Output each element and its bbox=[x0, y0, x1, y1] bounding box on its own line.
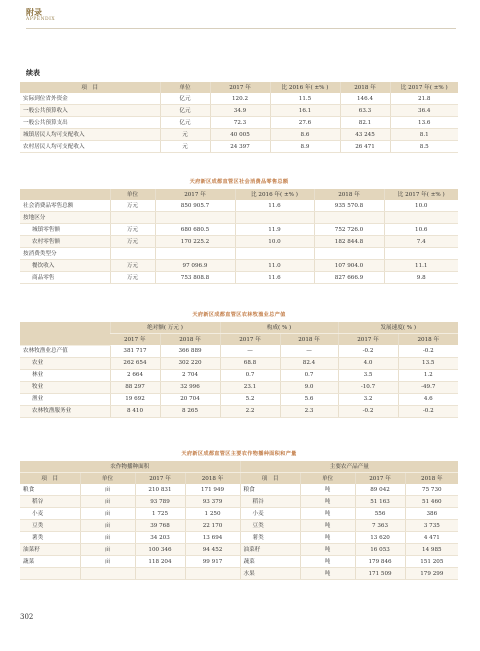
table-cell: 5.2 bbox=[220, 393, 280, 405]
table-cell: 吨 bbox=[300, 484, 355, 496]
table-cell: 14 985 bbox=[405, 544, 458, 556]
column-header: 2018 年 bbox=[398, 334, 458, 346]
column-header: 2017 年 bbox=[210, 82, 270, 93]
table-cell: 蔬菜 bbox=[20, 556, 80, 568]
page-number: 302 bbox=[20, 613, 34, 621]
table-cell: 26 471 bbox=[340, 141, 390, 153]
table-cell: 1.2 bbox=[398, 369, 458, 381]
table-cell: 按地区分 bbox=[20, 212, 110, 224]
table-cell: 10.0 bbox=[235, 236, 314, 248]
table-cell: 万元 bbox=[110, 200, 155, 212]
table-cell: 118 204 bbox=[135, 556, 185, 568]
table-cell: 32 996 bbox=[160, 381, 220, 393]
table-cell: 水果 bbox=[240, 568, 300, 580]
table-cell: 120.2 bbox=[210, 93, 270, 105]
table-cell: 万元 bbox=[110, 224, 155, 236]
table-cell: 吨 bbox=[300, 556, 355, 568]
column-header: 2017 年 bbox=[220, 334, 280, 346]
table-cell bbox=[110, 212, 155, 224]
table-cell: 吨 bbox=[300, 520, 355, 532]
table-header-row bbox=[20, 189, 458, 200]
table-cell: 34.9 bbox=[210, 105, 270, 117]
column-header: 项 目 bbox=[20, 473, 80, 485]
table-row bbox=[20, 544, 458, 556]
table-cell: 8.6 bbox=[270, 129, 340, 141]
column-header: 2018 年 bbox=[340, 82, 390, 93]
table-cell: 170 225.2 bbox=[155, 236, 235, 248]
table-cell: 262 654 bbox=[110, 357, 160, 369]
table-cell: 88 297 bbox=[110, 381, 160, 393]
table-cell: 亿元 bbox=[160, 105, 210, 117]
column-header: 2017 年 bbox=[135, 473, 185, 485]
table-cell: 牧业 bbox=[20, 381, 110, 393]
table-cell bbox=[314, 212, 384, 224]
table-cell: 27.6 bbox=[270, 117, 340, 129]
table-row bbox=[20, 93, 458, 105]
column-header: 比 2016 年( ±% ) bbox=[270, 82, 340, 93]
table-row bbox=[20, 532, 458, 544]
table-cell: 51 163 bbox=[355, 496, 405, 508]
table-cell: 0.7 bbox=[280, 369, 338, 381]
table-row bbox=[20, 272, 458, 284]
table-cell: 34 203 bbox=[135, 532, 185, 544]
table-header-row bbox=[20, 82, 458, 93]
table-cell: 粮食 bbox=[240, 484, 300, 496]
table-cell: 99 917 bbox=[185, 556, 240, 568]
table-row bbox=[20, 357, 458, 369]
table-cell bbox=[384, 212, 458, 224]
column-header: 2018 年 bbox=[185, 473, 240, 485]
column-header: 比 2017 年( ±% ) bbox=[384, 189, 458, 200]
table-cell: 3 735 bbox=[405, 520, 458, 532]
column-header: 单位 bbox=[300, 473, 355, 485]
table-cell: 万元 bbox=[110, 260, 155, 272]
table-cell: 万元 bbox=[110, 236, 155, 248]
table-cell: 75 730 bbox=[405, 484, 458, 496]
table-cell: 餐饮收入 bbox=[20, 260, 110, 272]
table-cell: 13 694 bbox=[185, 532, 240, 544]
table-cell bbox=[185, 568, 240, 580]
table-cell: — bbox=[220, 345, 280, 357]
table-cell: 实际到位省外资金 bbox=[20, 93, 160, 105]
table-cell: 按消费类型分 bbox=[20, 248, 110, 260]
page-header bbox=[26, 7, 55, 23]
table-row bbox=[20, 508, 458, 520]
table-cell: 农村零售额 bbox=[20, 236, 110, 248]
table-cell: 吨 bbox=[300, 496, 355, 508]
table-cell: 10.0 bbox=[384, 200, 458, 212]
table-cell: 2.2 bbox=[220, 405, 280, 417]
table-cell: -49.7 bbox=[398, 381, 458, 393]
table-cell bbox=[135, 568, 185, 580]
table-cell: 20 704 bbox=[160, 393, 220, 405]
table-cell: 亩 bbox=[80, 556, 135, 568]
table-row bbox=[20, 568, 458, 580]
table-cell: 93 379 bbox=[185, 496, 240, 508]
table-cell: 11.9 bbox=[235, 224, 314, 236]
table-cell bbox=[384, 248, 458, 260]
table-cell: 渔业 bbox=[20, 393, 110, 405]
table-cell: 亩 bbox=[80, 496, 135, 508]
table-cell: 豆类 bbox=[240, 520, 300, 532]
table-cell: 381 717 bbox=[110, 345, 160, 357]
table-cell: 89 042 bbox=[355, 484, 405, 496]
table-cell: 302 220 bbox=[160, 357, 220, 369]
table-cell: 146.4 bbox=[340, 93, 390, 105]
column-header: 单位 bbox=[110, 189, 155, 200]
table-cell: -0.2 bbox=[398, 345, 458, 357]
table-cell: 稻谷 bbox=[240, 496, 300, 508]
table-row bbox=[20, 212, 458, 224]
table-cell: 亩 bbox=[80, 544, 135, 556]
table-row bbox=[20, 117, 458, 129]
table-cell: 亩 bbox=[80, 484, 135, 496]
table-cell: 9.0 bbox=[280, 381, 338, 393]
table-cell: 72.3 bbox=[210, 117, 270, 129]
table-cell: 2 664 bbox=[110, 369, 160, 381]
table-cell: 1 250 bbox=[185, 508, 240, 520]
table-cell: 8.1 bbox=[390, 129, 458, 141]
table-cell: 22 170 bbox=[185, 520, 240, 532]
table-group-header-row bbox=[20, 322, 458, 334]
table-cell: 11.5 bbox=[270, 93, 340, 105]
output-group-header: 主要农产品产量 bbox=[240, 461, 458, 473]
table-cell: 5.6 bbox=[280, 393, 338, 405]
economy-table bbox=[20, 82, 458, 153]
table-cell: 24 397 bbox=[210, 141, 270, 153]
table-cell: 366 889 bbox=[160, 345, 220, 357]
table-cell: 935 570.8 bbox=[314, 200, 384, 212]
column-header: 项 目 bbox=[20, 82, 160, 93]
table-cell: 36.4 bbox=[390, 105, 458, 117]
table-cell: 39 768 bbox=[135, 520, 185, 532]
table-cell: 油菜籽 bbox=[240, 544, 300, 556]
table-cell: 11.6 bbox=[235, 272, 314, 284]
table-cell: 亩 bbox=[80, 520, 135, 532]
table-cell: 林业 bbox=[20, 369, 110, 381]
composition-group-header: 构成( % ) bbox=[220, 322, 338, 334]
table-row bbox=[20, 484, 458, 496]
table-cell: 薯类 bbox=[20, 532, 80, 544]
table-cell: 万元 bbox=[110, 272, 155, 284]
table-cell: 827 666.9 bbox=[314, 272, 384, 284]
table-cell: 商品零售 bbox=[20, 272, 110, 284]
table-cell: 3.5 bbox=[338, 369, 398, 381]
table-cell: 稻谷 bbox=[20, 496, 80, 508]
table-cell: 68.8 bbox=[220, 357, 280, 369]
growth-group-header: 发展速度( % ) bbox=[338, 322, 458, 334]
table-cell: 吨 bbox=[300, 568, 355, 580]
table-cell bbox=[155, 248, 235, 260]
table-cell: 171 509 bbox=[355, 568, 405, 580]
table-cell: 油菜籽 bbox=[20, 544, 80, 556]
table-cell: 179 299 bbox=[405, 568, 458, 580]
table-cell: 粮食 bbox=[20, 484, 80, 496]
table-cell: 一般公共预算支出 bbox=[20, 117, 160, 129]
table-cell: 40 005 bbox=[210, 129, 270, 141]
retail-table-title: 天府新区成都直管区社会消费品零售总额 bbox=[189, 179, 289, 185]
table-cell: 10.6 bbox=[384, 224, 458, 236]
table-cell bbox=[80, 568, 135, 580]
column-header: 2018 年 bbox=[280, 334, 338, 346]
table-cell: 豆类 bbox=[20, 520, 80, 532]
table-row bbox=[20, 248, 458, 260]
column-header: 单位 bbox=[160, 82, 210, 93]
table-cell: 亩 bbox=[80, 508, 135, 520]
table-cell: 7.4 bbox=[384, 236, 458, 248]
table-cell: 8.9 bbox=[270, 141, 340, 153]
table-cell bbox=[235, 212, 314, 224]
table-row bbox=[20, 105, 458, 117]
table-cell bbox=[314, 248, 384, 260]
table-cell: 107 904.0 bbox=[314, 260, 384, 272]
table-cell: 农林牧渔服务业 bbox=[20, 405, 110, 417]
table-cell: 吨 bbox=[300, 532, 355, 544]
table-cell: 210 831 bbox=[135, 484, 185, 496]
column-header: 比 2016 年( ±% ) bbox=[235, 189, 314, 200]
table-cell: 4.6 bbox=[398, 393, 458, 405]
table-cell: 亩 bbox=[80, 532, 135, 544]
table-row bbox=[20, 236, 458, 248]
table-cell: 元 bbox=[160, 141, 210, 153]
table-row bbox=[20, 369, 458, 381]
table-cell: 吨 bbox=[300, 508, 355, 520]
table-cell: -0.2 bbox=[338, 345, 398, 357]
table-cell: 93 789 bbox=[135, 496, 185, 508]
column-header: 单位 bbox=[80, 473, 135, 485]
table-cell: 2.3 bbox=[280, 405, 338, 417]
table-cell: 753 808.8 bbox=[155, 272, 235, 284]
table-cell: 8 265 bbox=[160, 405, 220, 417]
column-header bbox=[20, 189, 110, 200]
table-cell: — bbox=[280, 345, 338, 357]
table-cell: 386 bbox=[405, 508, 458, 520]
continued-label: 续表 bbox=[26, 68, 40, 77]
table-cell: -0.2 bbox=[338, 405, 398, 417]
table-cell: 9.8 bbox=[384, 272, 458, 284]
table-group-header-row bbox=[20, 461, 458, 473]
table-cell: 19 692 bbox=[110, 393, 160, 405]
table-cell: -0.2 bbox=[398, 405, 458, 417]
absolute-group-header: 绝对额( 万元 ) bbox=[110, 322, 220, 334]
table-cell: 亿元 bbox=[160, 93, 210, 105]
header-subtitle: APPENDIX bbox=[26, 17, 56, 22]
crop-table bbox=[20, 461, 458, 580]
table-cell: 51 460 bbox=[405, 496, 458, 508]
table-cell: 8 410 bbox=[110, 405, 160, 417]
table-cell: 556 bbox=[355, 508, 405, 520]
table-cell: 11.0 bbox=[235, 260, 314, 272]
table-cell: 农林牧渔业总产值 bbox=[20, 345, 110, 357]
table-cell bbox=[20, 568, 80, 580]
table-row bbox=[20, 405, 458, 417]
table-cell: 182 844.8 bbox=[314, 236, 384, 248]
table-cell: 吨 bbox=[300, 544, 355, 556]
table-cell bbox=[155, 212, 235, 224]
table-cell: 11.1 bbox=[384, 260, 458, 272]
table-cell: 16 053 bbox=[355, 544, 405, 556]
table-cell: 752 726.0 bbox=[314, 224, 384, 236]
table-cell: 0.7 bbox=[220, 369, 280, 381]
column-header: 2017 年 bbox=[338, 334, 398, 346]
column-header: 2018 年 bbox=[405, 473, 458, 485]
table-cell: 1 725 bbox=[135, 508, 185, 520]
table-cell: 23.1 bbox=[220, 381, 280, 393]
table-cell: 农业 bbox=[20, 357, 110, 369]
table-row bbox=[20, 520, 458, 532]
column-header: 项 目 bbox=[240, 473, 300, 485]
table-cell: 94 452 bbox=[185, 544, 240, 556]
table-cell: 小麦 bbox=[20, 508, 80, 520]
table-row bbox=[20, 141, 458, 153]
table-cell: 151 205 bbox=[405, 556, 458, 568]
table-row bbox=[20, 260, 458, 272]
column-header: 2017 年 bbox=[355, 473, 405, 485]
table-cell: 13.6 bbox=[390, 117, 458, 129]
table-cell: 13.5 bbox=[398, 357, 458, 369]
table-cell: 82.1 bbox=[340, 117, 390, 129]
table-cell: 亿元 bbox=[160, 117, 210, 129]
table-cell: 7 363 bbox=[355, 520, 405, 532]
table-cell: 2 704 bbox=[160, 369, 220, 381]
column-header: 2017 年 bbox=[155, 189, 235, 200]
table-cell: 元 bbox=[160, 129, 210, 141]
table-sub-header-row bbox=[20, 473, 458, 485]
column-header: 2017 年 bbox=[110, 334, 160, 346]
table-cell: 179 846 bbox=[355, 556, 405, 568]
item-column-header bbox=[20, 322, 110, 345]
retail-table bbox=[20, 189, 458, 284]
table-row bbox=[20, 393, 458, 405]
table-cell: 11.6 bbox=[235, 200, 314, 212]
table-cell: 4 471 bbox=[405, 532, 458, 544]
table-cell: 社会消费品零售总额 bbox=[20, 200, 110, 212]
table-cell bbox=[110, 248, 155, 260]
table-cell: 一般公共预算收入 bbox=[20, 105, 160, 117]
table-row bbox=[20, 381, 458, 393]
table-cell: 100 346 bbox=[135, 544, 185, 556]
table-cell bbox=[235, 248, 314, 260]
table-cell: 薯类 bbox=[240, 532, 300, 544]
column-header: 2018 年 bbox=[314, 189, 384, 200]
table-row bbox=[20, 556, 458, 568]
table-cell: 16.1 bbox=[270, 105, 340, 117]
table-cell: 21.8 bbox=[390, 93, 458, 105]
table-cell: 农村居民人均可支配收入 bbox=[20, 141, 160, 153]
table-cell: 蔬菜 bbox=[240, 556, 300, 568]
sown-area-group-header: 农作物播种面积 bbox=[20, 461, 240, 473]
crop-table-title: 天府新区成都直管区主要农作物播种面积和产量 bbox=[181, 451, 297, 457]
table-row bbox=[20, 129, 458, 141]
table-cell: 3.2 bbox=[338, 393, 398, 405]
table-cell: 171 949 bbox=[185, 484, 240, 496]
table-row bbox=[20, 345, 458, 357]
table-cell: 82.4 bbox=[280, 357, 338, 369]
table-cell: 4.0 bbox=[338, 357, 398, 369]
table-row bbox=[20, 496, 458, 508]
table-cell: 43 245 bbox=[340, 129, 390, 141]
table-row bbox=[20, 224, 458, 236]
agri-output-table-title: 天府新区成都直管区农林牧渔业总产值 bbox=[192, 312, 286, 318]
table-cell: 680 680.5 bbox=[155, 224, 235, 236]
table-cell: 850 905.7 bbox=[155, 200, 235, 212]
table-cell: 13 620 bbox=[355, 532, 405, 544]
table-cell: 城镇零售额 bbox=[20, 224, 110, 236]
table-cell: 城镇居民人均可支配收入 bbox=[20, 129, 160, 141]
column-header: 2018 年 bbox=[160, 334, 220, 346]
table-cell: 63.3 bbox=[340, 105, 390, 117]
table-cell: 97 096.9 bbox=[155, 260, 235, 272]
column-header: 比 2017 年( ±% ) bbox=[390, 82, 458, 93]
table-cell: 小麦 bbox=[240, 508, 300, 520]
table-cell: -10.7 bbox=[338, 381, 398, 393]
table-cell: 8.5 bbox=[390, 141, 458, 153]
header-title: 附录 bbox=[26, 7, 42, 17]
header-divider bbox=[26, 28, 456, 29]
agri-output-table bbox=[20, 322, 458, 418]
table-row bbox=[20, 200, 458, 212]
